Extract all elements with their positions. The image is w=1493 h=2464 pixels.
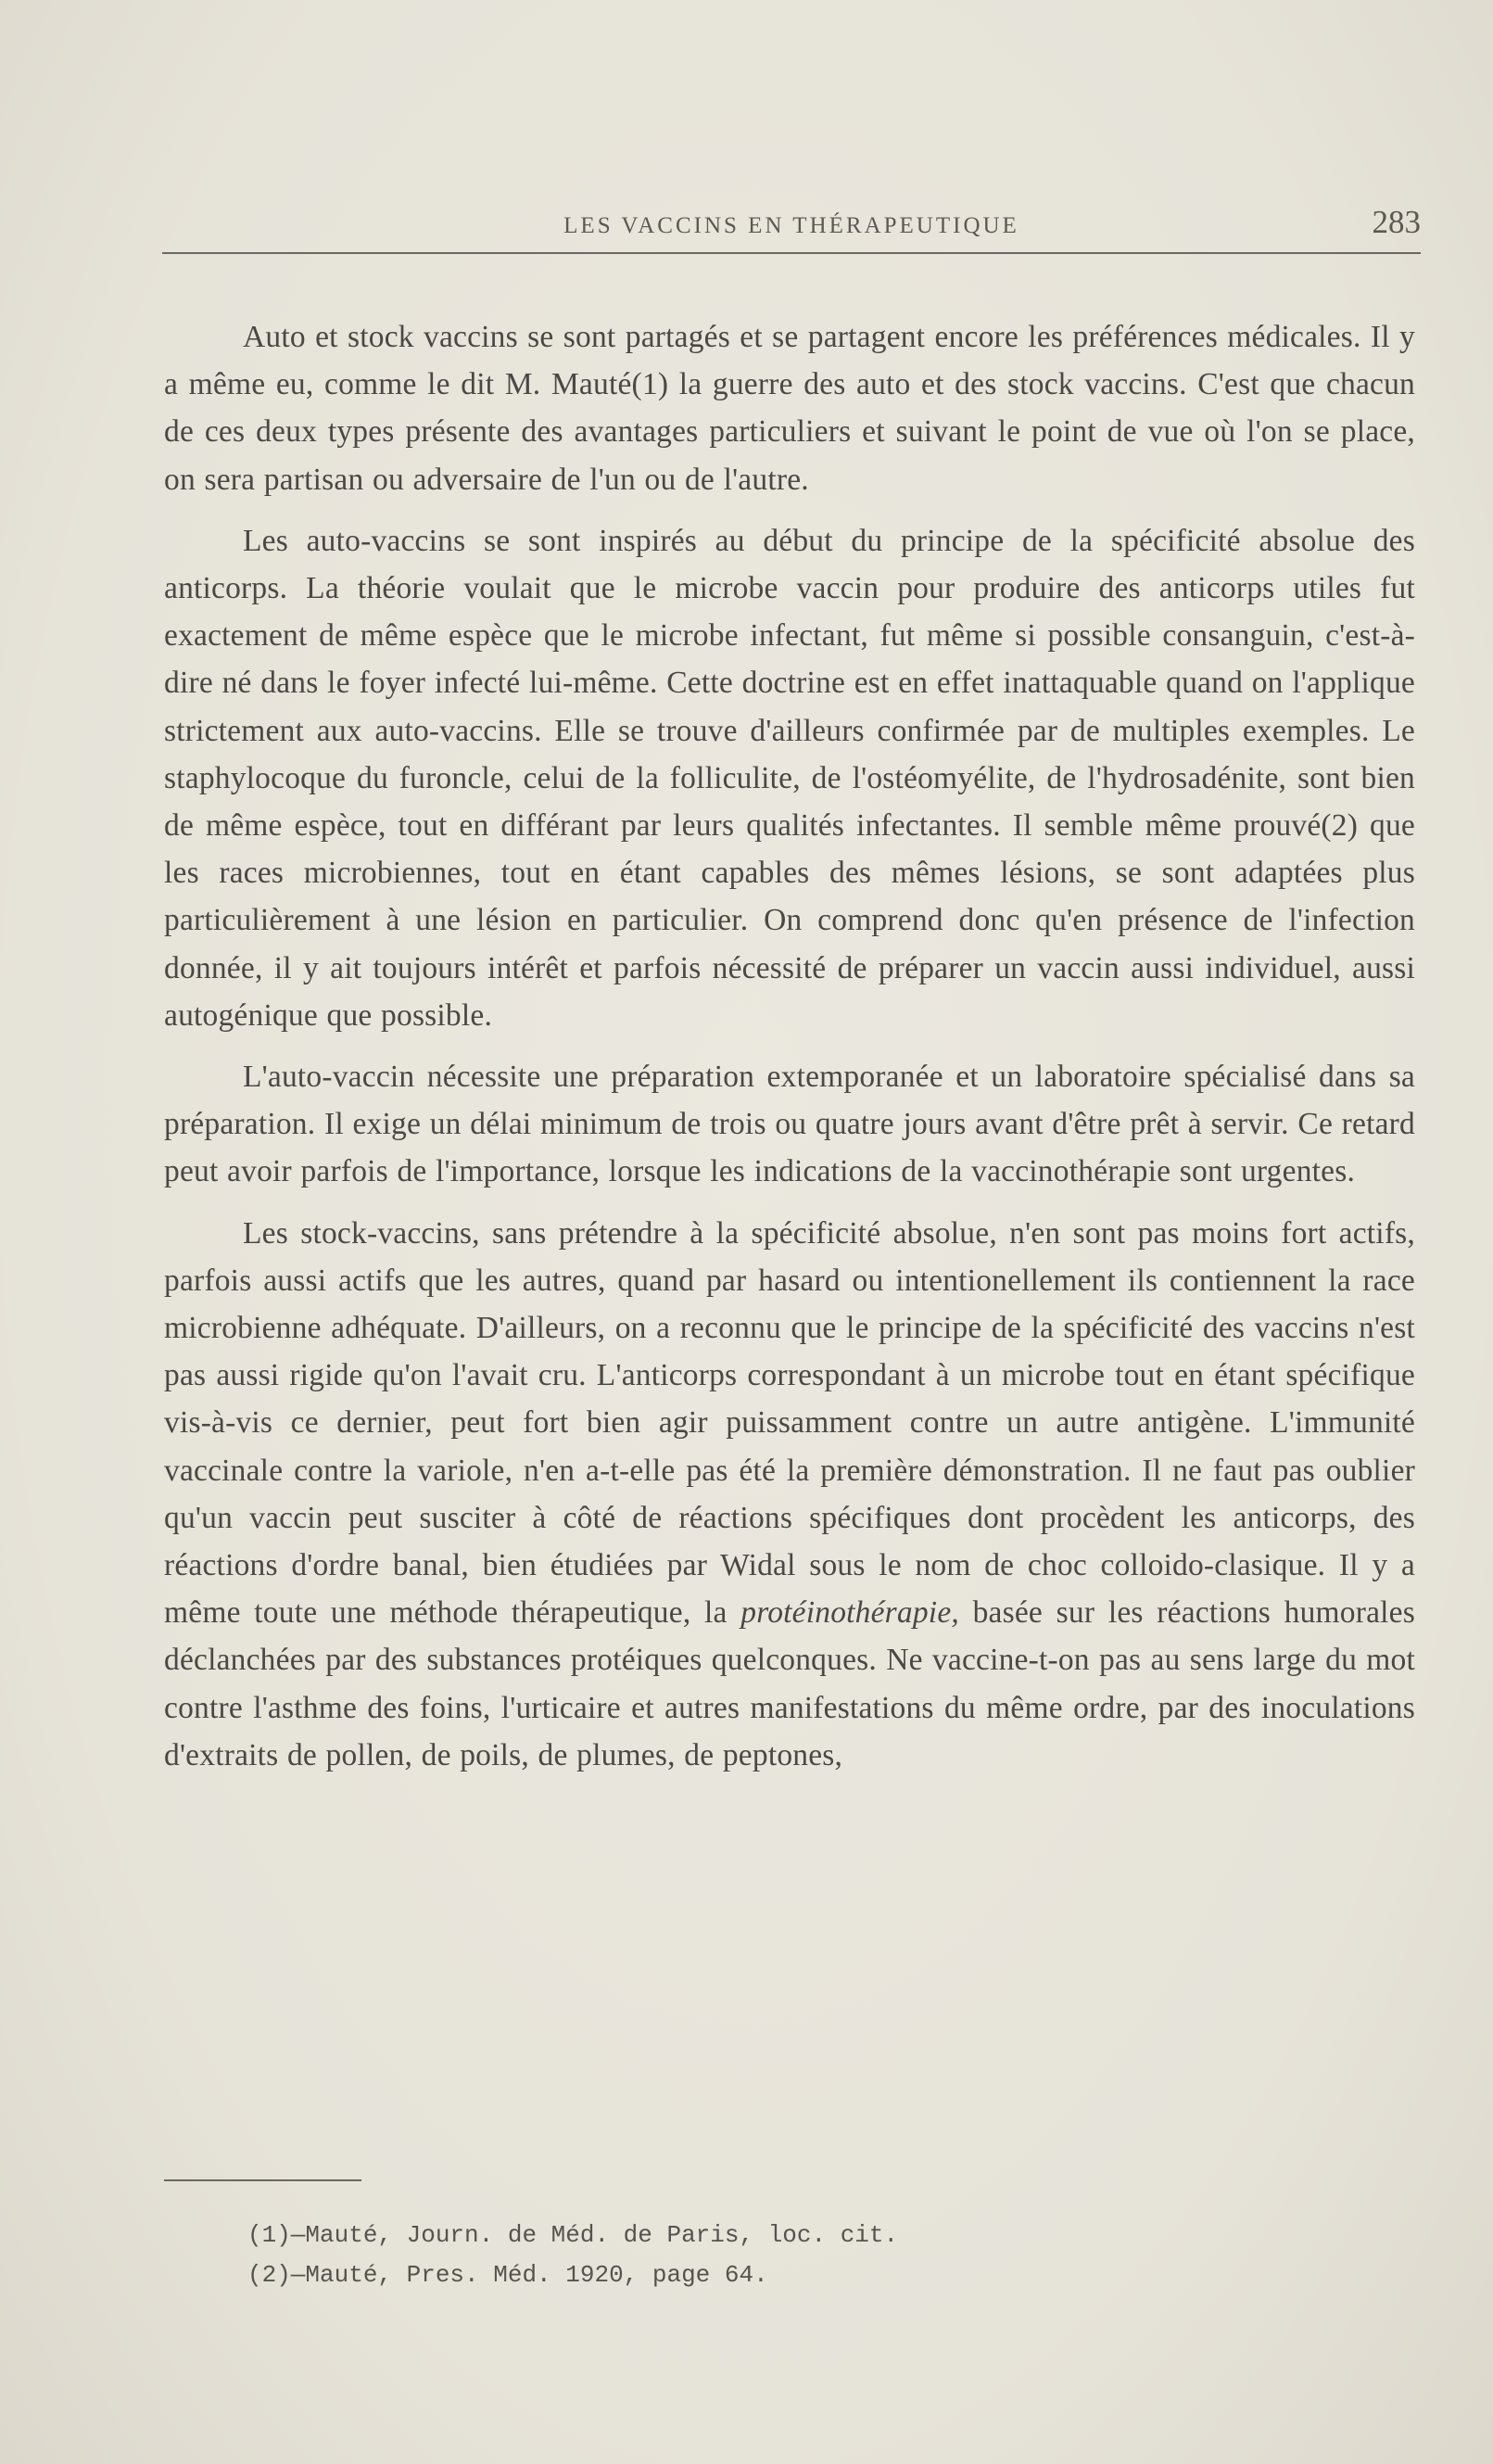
paragraph-1: Auto et stock vaccins se sont partagés et se partagent encore les préférences médicales. Il y a même eu, comme le dit M. Mauté(1) la guerre des auto et des stock vaccins. C'est que chacun de ces deux types présente des avantages particuliers et suivant le point de vue où l'on se place, on sera partisan ou adversaire de l'un ou de l'autre. xyxy=(164,320,1415,497)
paragraph-4 xyxy=(164,1210,1415,1779)
paragraph-4-text-before: Les stock-vaccins, sans prétendre à la spécificité absolue, n'en sont pas moins fort actifs, parfois aussi actifs que les autres, quand par hasard ou intentionellement ils contiennent la race microbienne adhéquate. D'ailleurs, on a reconnu que le principe de la spécificité des vaccins n'est pas aussi rigide qu'on l'avait cru. L'anticorps correspondant à un microbe tout en étant spécifique vis-à-vis ce dernier, peut fort bien agir puissamment contre un autre antigène. L'immunité vaccinale contre la variole, n'en a-t-elle pas été la première démonstration. Il ne faut pas oublier qu'un vaccin peut susciter à côté de réactions spécifiques dont procèdent les anticorps, des réactions d'ordre banal, bien étudiées par Widal sous le nom de choc colloido-clasique. Il y a même toute une méthode thérapeutique, la xyxy=(164,1215,1415,1631)
footnotes xyxy=(247,2216,898,2295)
footnote-rule xyxy=(164,2179,361,2181)
paragraph-3: L'auto-vaccin nécessite une préparation extemporanée et un laboratoire spécialisé dans sa préparation. Il exige un délai minimum de trois ou quatre jours avant d'être prêt à servir. Ce retard peut avoir parfois de l'importance, lorsque les indications de la vaccinothérapie sont urgentes. xyxy=(164,1060,1415,1189)
paragraph-4-text-after: basée sur les réactions humorales déclanchées par des substances protéiques quelconques. Ne vaccine-t-on pas au sens large du mot contre l'asthme des foins, l'urticaire et autres manifestations du même ordre, par des inoculations d'extraits de pollen, de poils, de plumes, de peptones, xyxy=(164,1595,1415,1772)
page-header xyxy=(162,202,1421,248)
header-rule xyxy=(162,252,1421,254)
footnote-1: (1)—Mauté, Journ. de Méd. de Paris, loc. cit. xyxy=(247,2221,899,2249)
running-title: LES VACCINS EN THÉRAPEUTIQUE xyxy=(563,213,1019,238)
paragraph-4-emphasis: protéinothérapie, xyxy=(740,1595,959,1631)
page-number: 283 xyxy=(1372,204,1421,240)
body-text xyxy=(164,313,1415,1793)
paragraph-2: Les auto-vaccins se sont inspirés au début du principe de la spécificité absolue des anticorps. La théorie voulait que le microbe vaccin pour produire des anticorps utiles fut exactement de même espèce que le microbe infectant, fut même si possible consanguin, c'est-à-dire né dans le foyer infecté lui-même. Cette doctrine est en effet inattaquable quand on l'applique strictement aux auto-vaccins. Elle se trouve d'ailleurs confirmée par de multiples exemples. Le staphylocoque du furoncle, celui de la folliculite, de l'ostéomyélite, de l'hydrosadénite, sont bien de même espèce, tout en différant par leurs qualités infectantes. Il semble même prouvé(2) que les races microbiennes, tout en étant capables des mêmes lésions, se sont adaptées plus particulièrement à une lésion en particulier. On comprend donc qu'en présence de l'infection donnée, il y ait toujours intérêt et parfois nécessité de préparer un vaccin aussi individuel, aussi autogénique que possible. xyxy=(164,523,1415,1033)
footnote-2: (2)—Mauté, Pres. Méd. 1920, page 64. xyxy=(247,2261,768,2289)
